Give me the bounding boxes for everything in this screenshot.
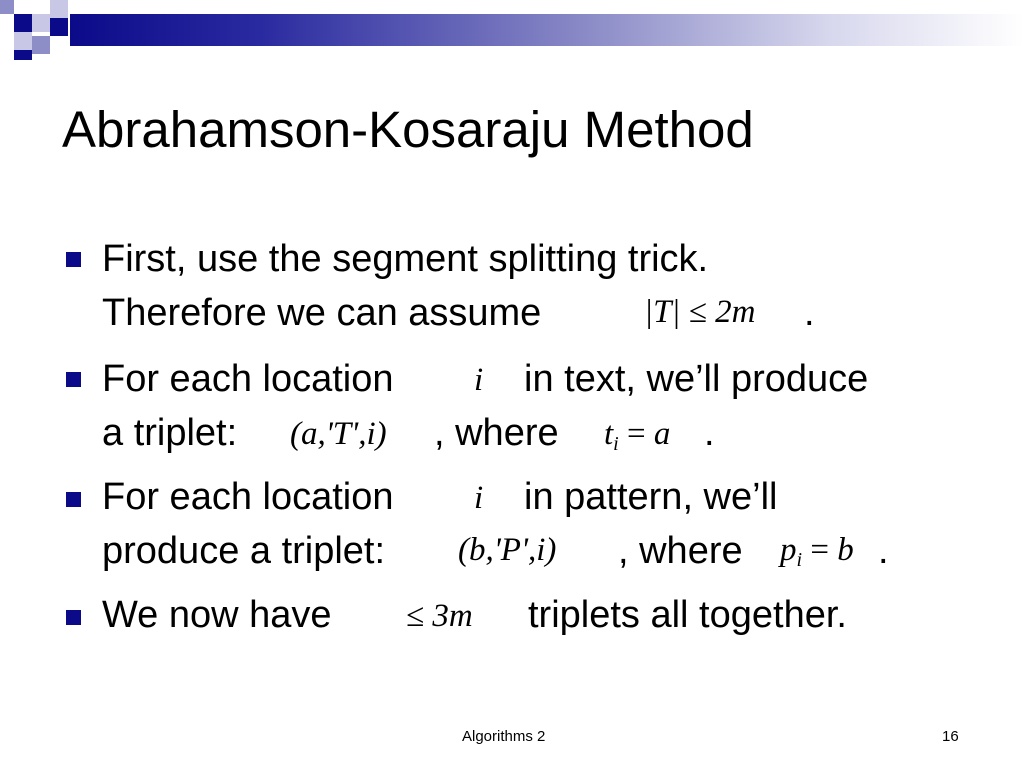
bullet-square-icon — [66, 372, 81, 387]
bullet-1-line-1: First, use the segment splitting trick. — [102, 238, 709, 280]
bullet-square-icon — [66, 492, 81, 507]
math-ti-eq-a: $t_i = a$ — [604, 416, 671, 455]
bullet-4-line-1b: triplets all together. — [528, 594, 847, 636]
bullet-2-line-1b: in text, we’ll produce — [524, 358, 869, 400]
math-triplet-aTi: (a,'T',i) — [290, 416, 387, 452]
math-le-3m: ≤ 3m — [406, 598, 473, 634]
footer-course-title: Algorithms 2 — [462, 728, 546, 745]
bullet-1-line-2: Therefore we can assume — [102, 292, 542, 334]
bullet-square-icon — [66, 252, 81, 267]
bullet-3-line-1b: in pattern, we’ll — [524, 476, 778, 518]
bullet-3-line-2b: , where — [618, 530, 743, 572]
math-pi-eq-b: $p_i = b$ — [780, 532, 854, 571]
math-triplet-bPi: (b,'P',i) — [458, 532, 557, 568]
footer-page-number: 16 — [942, 728, 959, 745]
bullet-3-line-2a: produce a triplet: — [102, 530, 386, 572]
bullet-1-end: . — [804, 292, 815, 334]
bullet-2-line-2a: a triplet: — [102, 412, 238, 454]
bullet-square-icon — [66, 610, 81, 625]
slide-title: Abrahamson-Kosaraju Method — [62, 101, 754, 158]
bullet-4-line-1a: We now have — [102, 594, 332, 636]
bullet-3-line-1a: For each location — [102, 476, 394, 518]
math-i: i — [474, 480, 484, 516]
math-T-le-2m: |T| ≤ 2m — [644, 294, 756, 330]
math-i: i — [474, 362, 484, 398]
bullet-2-line-2b: , where — [434, 412, 559, 454]
bullet-2-end: . — [704, 412, 715, 454]
bullet-2-line-1a: For each location — [102, 358, 394, 400]
bullet-3-end: . — [878, 530, 889, 572]
